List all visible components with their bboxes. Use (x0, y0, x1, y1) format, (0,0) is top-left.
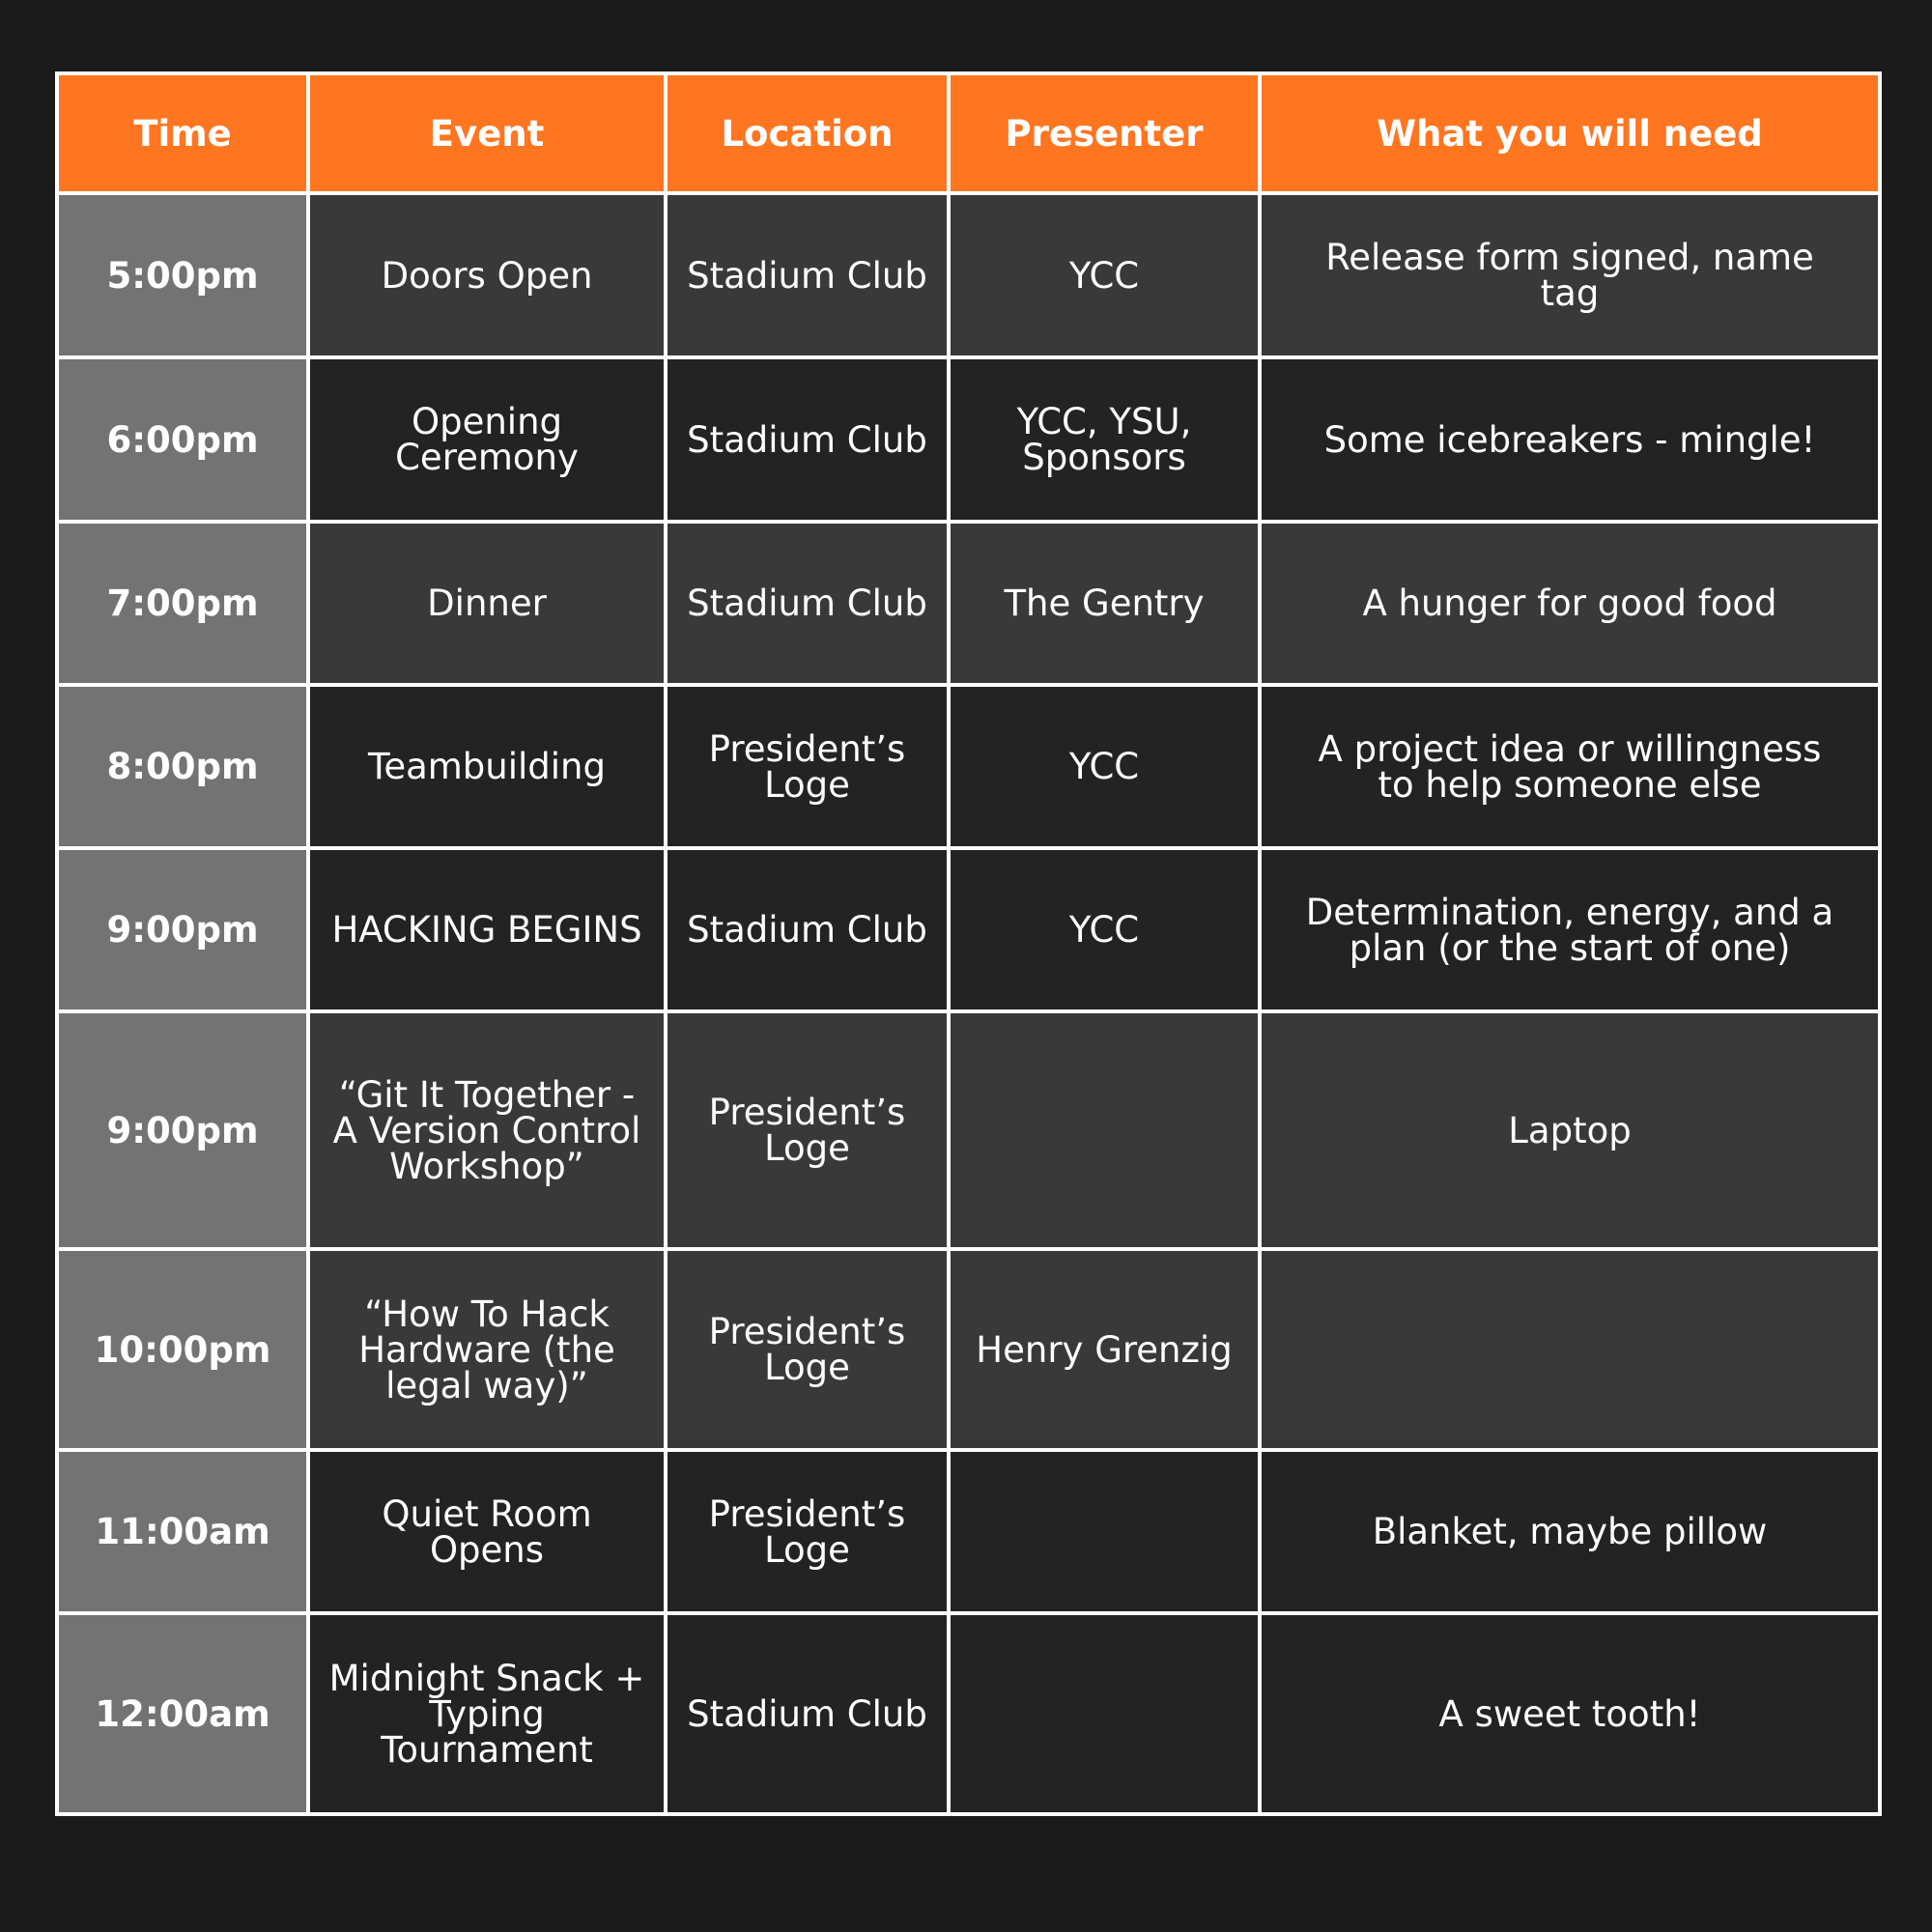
header-event: Event (308, 73, 666, 193)
need-cell: A hunger for good food (1260, 522, 1880, 685)
need-cell: Release form signed, name tag (1260, 193, 1880, 357)
presenter-cell (949, 1450, 1260, 1613)
need-cell (1260, 1249, 1880, 1450)
event-cell: HACKING BEGINS (308, 848, 666, 1011)
table-row (57, 1450, 1880, 1613)
table-row (57, 357, 1880, 522)
presenter-cell: YCC (949, 193, 1260, 357)
event-cell: Doors Open (308, 193, 666, 357)
time-cell: 11:00am (57, 1450, 308, 1613)
time-cell: 9:00pm (57, 1011, 308, 1249)
location-cell: Stadium Club (666, 522, 949, 685)
need-cell: Laptop (1260, 1011, 1880, 1249)
event-cell: Midnight Snack + Typing Tournament (308, 1613, 666, 1814)
table-row (57, 1249, 1880, 1450)
header-need: What you will need (1260, 73, 1880, 193)
table-row (57, 685, 1880, 848)
location-cell: President’s Loge (666, 685, 949, 848)
presenter-cell (949, 1011, 1260, 1249)
time-cell: 5:00pm (57, 193, 308, 357)
header-row (57, 73, 1880, 193)
location-cell: President’s Loge (666, 1011, 949, 1249)
event-cell: Dinner (308, 522, 666, 685)
presenter-cell: Henry Grenzig (949, 1249, 1260, 1450)
time-cell: 9:00pm (57, 848, 308, 1011)
location-cell: Stadium Club (666, 1613, 949, 1814)
location-cell: President’s Loge (666, 1450, 949, 1613)
table-row (57, 193, 1880, 357)
presenter-cell: The Gentry (949, 522, 1260, 685)
header-presenter: Presenter (949, 73, 1260, 193)
schedule-table (55, 71, 1882, 1816)
presenter-cell: YCC (949, 848, 1260, 1011)
event-cell: “How To Hack Hardware (the legal way)” (308, 1249, 666, 1450)
time-cell: 10:00pm (57, 1249, 308, 1450)
header-time: Time (57, 73, 308, 193)
need-cell: Some icebreakers - mingle! (1260, 357, 1880, 522)
presenter-cell: YCC (949, 685, 1260, 848)
event-cell: Opening Ceremony (308, 357, 666, 522)
need-cell: A sweet tooth! (1260, 1613, 1880, 1814)
event-cell: “Git It Together - A Version Control Workshop” (308, 1011, 666, 1249)
location-cell: Stadium Club (666, 357, 949, 522)
header-location: Location (666, 73, 949, 193)
table-row (57, 1011, 1880, 1249)
time-cell: 7:00pm (57, 522, 308, 685)
location-cell: Stadium Club (666, 848, 949, 1011)
event-cell: Teambuilding (308, 685, 666, 848)
need-cell: Blanket, maybe pillow (1260, 1450, 1880, 1613)
presenter-cell: YCC, YSU, Sponsors (949, 357, 1260, 522)
time-cell: 12:00am (57, 1613, 308, 1814)
presenter-cell (949, 1613, 1260, 1814)
location-cell: Stadium Club (666, 193, 949, 357)
location-cell: President’s Loge (666, 1249, 949, 1450)
event-cell: Quiet Room Opens (308, 1450, 666, 1613)
time-cell: 8:00pm (57, 685, 308, 848)
table-row (57, 522, 1880, 685)
time-cell: 6:00pm (57, 357, 308, 522)
need-cell: A project idea or willingness to help someone else (1260, 685, 1880, 848)
need-cell: Determination, energy, and a plan (or the start of one) (1260, 848, 1880, 1011)
table-row (57, 848, 1880, 1011)
table-row (57, 1613, 1880, 1814)
